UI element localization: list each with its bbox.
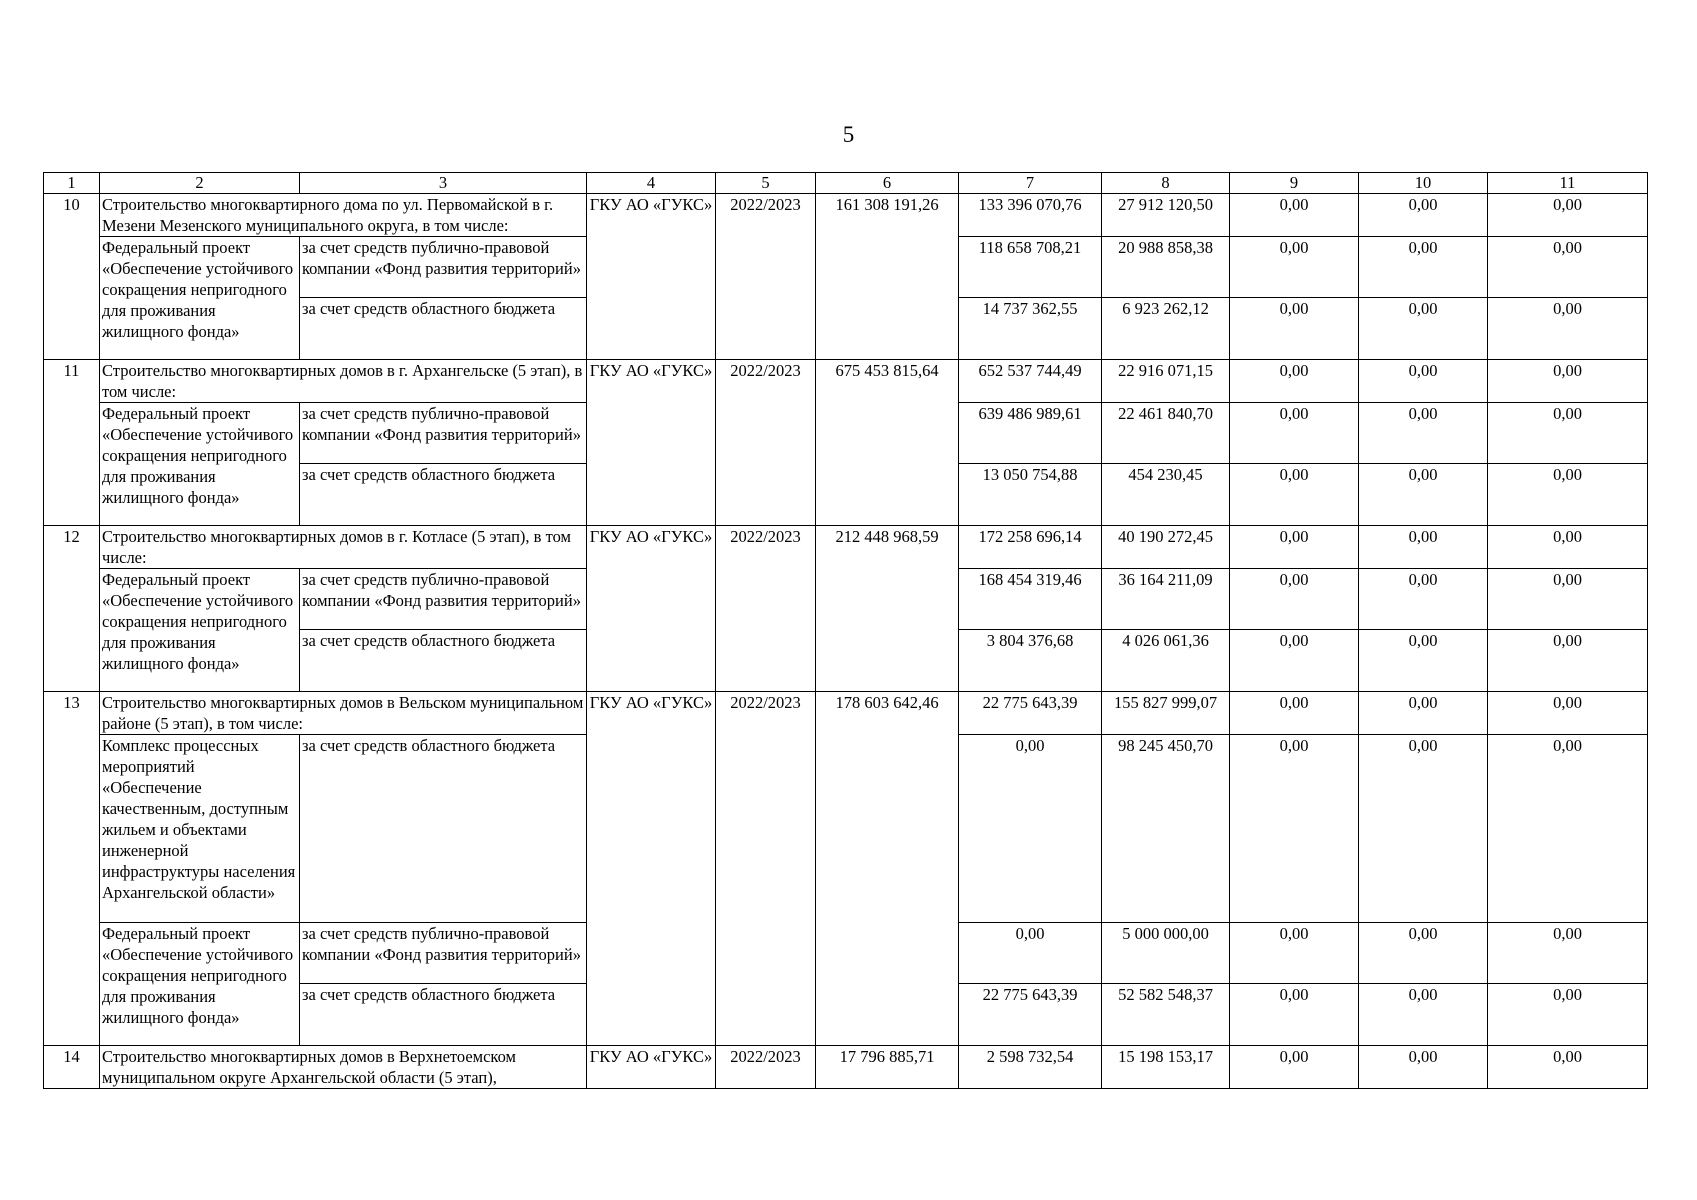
value-col10: 0,00 [1359, 194, 1488, 237]
value-col7: 639 486 989,61 [959, 403, 1102, 464]
column-number: 10 [1359, 173, 1488, 194]
value-col11: 0,00 [1488, 735, 1648, 923]
value-col7: 652 537 744,49 [959, 360, 1102, 403]
value-col7: 172 258 696,14 [959, 526, 1102, 569]
total-cost: 675 453 815,64 [816, 360, 959, 526]
value-col7: 22 775 643,39 [959, 692, 1102, 735]
value-col8: 15 198 153,17 [1102, 1046, 1230, 1089]
value-col9: 0,00 [1230, 237, 1359, 298]
organization: ГКУ АО «ГУКС» [587, 194, 716, 360]
value-col11: 0,00 [1488, 237, 1648, 298]
value-col10: 0,00 [1359, 237, 1488, 298]
value-col7: 22 775 643,39 [959, 984, 1102, 1046]
column-number: 3 [300, 173, 587, 194]
value-col11: 0,00 [1488, 526, 1648, 569]
value-col7: 0,00 [959, 735, 1102, 923]
value-col8: 52 582 548,37 [1102, 984, 1230, 1046]
value-col7: 13 050 754,88 [959, 464, 1102, 526]
value-col9: 0,00 [1230, 1046, 1359, 1089]
column-number: 6 [816, 173, 959, 194]
value-col10: 0,00 [1359, 403, 1488, 464]
section-row [44, 526, 1648, 569]
value-col10: 0,00 [1359, 526, 1488, 569]
value-col8: 22 461 840,70 [1102, 403, 1230, 464]
object-title: Строительство многоквартирных домов в г. Архангельске (5 этап), в том числе: [100, 360, 587, 403]
value-col10: 0,00 [1359, 298, 1488, 360]
period: 2022/2023 [716, 1046, 816, 1089]
complex-name: Комплекс процессных мероприятий «Обеспечение качественным, доступным жильем и объектами инженерной инфраструктуры населения Архангельской области» [100, 735, 300, 923]
value-col9: 0,00 [1230, 923, 1359, 984]
value-col9: 0,00 [1230, 735, 1359, 923]
value-col7: 133 396 070,76 [959, 194, 1102, 237]
value-col10: 0,00 [1359, 630, 1488, 692]
period: 2022/2023 [716, 692, 816, 1046]
funding-source: за счет средств областного бюджета [300, 984, 587, 1046]
period: 2022/2023 [716, 360, 816, 526]
column-number: 5 [716, 173, 816, 194]
funding-source: за счет средств областного бюджета [300, 298, 587, 360]
organization: ГКУ АО «ГУКС» [587, 692, 716, 1046]
value-col9: 0,00 [1230, 630, 1359, 692]
value-col7: 3 804 376,68 [959, 630, 1102, 692]
value-col11: 0,00 [1488, 984, 1648, 1046]
organization: ГКУ АО «ГУКС» [587, 360, 716, 526]
value-col8: 27 912 120,50 [1102, 194, 1230, 237]
value-col8: 20 988 858,38 [1102, 237, 1230, 298]
value-col9: 0,00 [1230, 526, 1359, 569]
value-col7: 2 598 732,54 [959, 1046, 1102, 1089]
value-col8: 6 923 262,12 [1102, 298, 1230, 360]
organization: ГКУ АО «ГУКС» [587, 526, 716, 692]
value-col10: 0,00 [1359, 984, 1488, 1046]
organization: ГКУ АО «ГУКС» [587, 1046, 716, 1089]
value-col7: 168 454 319,46 [959, 569, 1102, 630]
value-col9: 0,00 [1230, 692, 1359, 735]
value-col11: 0,00 [1488, 569, 1648, 630]
object-title: Строительство многоквартирного дома по ул. Первомайской в г. Мезени Мезенского муниципального округа, в том числе: [100, 194, 587, 237]
project-name: Федеральный проект «Обеспечение устойчивого сокращения непригодного для проживания жилищного фонда» [100, 923, 300, 1046]
value-col10: 0,00 [1359, 735, 1488, 923]
value-col10: 0,00 [1359, 464, 1488, 526]
funding-source: за счет средств областного бюджета [300, 630, 587, 692]
value-col11: 0,00 [1488, 630, 1648, 692]
row-number: 11 [44, 360, 100, 526]
section-row [44, 692, 1648, 735]
project-name: Федеральный проект «Обеспечение устойчивого сокращения непригодного для проживания жилищного фонда» [100, 237, 300, 360]
section-row [44, 360, 1648, 403]
period: 2022/2023 [716, 194, 816, 360]
value-col10: 0,00 [1359, 923, 1488, 984]
value-col11: 0,00 [1488, 298, 1648, 360]
value-col8: 454 230,45 [1102, 464, 1230, 526]
value-col8: 40 190 272,45 [1102, 526, 1230, 569]
section-row [44, 1046, 1648, 1089]
value-col10: 0,00 [1359, 569, 1488, 630]
funding-source: за счет средств публично-правовой компании «Фонд развития территорий» [300, 237, 587, 298]
value-col10: 0,00 [1359, 1046, 1488, 1089]
funding-source: за счет средств публично-правовой компании «Фонд развития территорий» [300, 923, 587, 984]
column-number: 8 [1102, 173, 1230, 194]
value-col10: 0,00 [1359, 692, 1488, 735]
value-col8: 155 827 999,07 [1102, 692, 1230, 735]
section-row [44, 194, 1648, 237]
object-title: Строительство многоквартирных домов в Верхнетоемском муниципальном округе Архангельской области (5 этап), [100, 1046, 587, 1089]
value-col10: 0,00 [1359, 360, 1488, 403]
value-col11: 0,00 [1488, 692, 1648, 735]
column-number: 11 [1488, 173, 1648, 194]
value-col7: 14 737 362,55 [959, 298, 1102, 360]
total-cost: 161 308 191,26 [816, 194, 959, 360]
value-col9: 0,00 [1230, 298, 1359, 360]
budget-table [43, 172, 1648, 1089]
column-number: 2 [100, 173, 300, 194]
value-col7: 0,00 [959, 923, 1102, 984]
funding-source: за счет средств областного бюджета [300, 464, 587, 526]
value-col9: 0,00 [1230, 569, 1359, 630]
value-col11: 0,00 [1488, 923, 1648, 984]
value-col11: 0,00 [1488, 403, 1648, 464]
value-col8: 36 164 211,09 [1102, 569, 1230, 630]
object-title: Строительство многоквартирных домов в г. Котласе (5 этап), в том числе: [100, 526, 587, 569]
funding-source: за счет средств публично-правовой компании «Фонд развития территорий» [300, 569, 587, 630]
value-col9: 0,00 [1230, 464, 1359, 526]
value-col8: 4 026 061,36 [1102, 630, 1230, 692]
funding-source: за счет средств областного бюджета [300, 735, 587, 923]
column-number: 9 [1230, 173, 1359, 194]
project-name: Федеральный проект «Обеспечение устойчивого сокращения непригодного для проживания жилищного фонда» [100, 403, 300, 526]
object-title: Строительство многоквартирных домов в Вельском муниципальном районе (5 этап), в том числе: [100, 692, 587, 735]
total-cost: 212 448 968,59 [816, 526, 959, 692]
column-number: 4 [587, 173, 716, 194]
value-col9: 0,00 [1230, 194, 1359, 237]
value-col9: 0,00 [1230, 984, 1359, 1046]
value-col11: 0,00 [1488, 1046, 1648, 1089]
page-number: 5 [842, 122, 855, 147]
value-col9: 0,00 [1230, 360, 1359, 403]
funding-source: за счет средств публично-правовой компании «Фонд развития территорий» [300, 403, 587, 464]
row-number: 10 [44, 194, 100, 360]
value-col11: 0,00 [1488, 194, 1648, 237]
column-number-row [44, 173, 1648, 194]
value-col8: 5 000 000,00 [1102, 923, 1230, 984]
total-cost: 178 603 642,46 [816, 692, 959, 1046]
project-name: Федеральный проект «Обеспечение устойчивого сокращения непригодного для проживания жилищного фонда» [100, 569, 300, 692]
value-col9: 0,00 [1230, 403, 1359, 464]
column-number: 7 [959, 173, 1102, 194]
value-col11: 0,00 [1488, 360, 1648, 403]
period: 2022/2023 [716, 526, 816, 692]
column-number: 1 [44, 173, 100, 194]
row-number: 12 [44, 526, 100, 692]
value-col11: 0,00 [1488, 464, 1648, 526]
row-number: 14 [44, 1046, 100, 1089]
total-cost: 17 796 885,71 [816, 1046, 959, 1089]
value-col8: 22 916 071,15 [1102, 360, 1230, 403]
row-number: 13 [44, 692, 100, 1046]
value-col8: 98 245 450,70 [1102, 735, 1230, 923]
value-col7: 118 658 708,21 [959, 237, 1102, 298]
